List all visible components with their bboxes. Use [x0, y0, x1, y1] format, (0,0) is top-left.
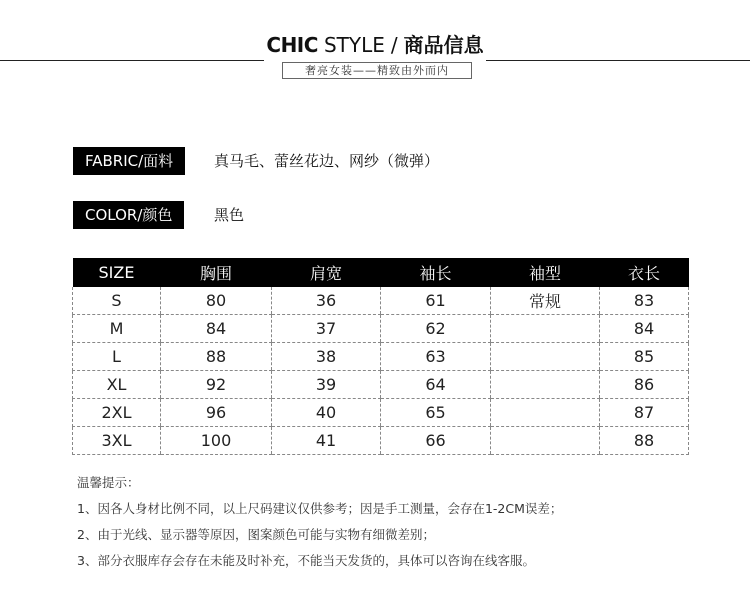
title-separator: / — [390, 33, 398, 57]
size-table-header — [73, 258, 689, 287]
table-cell: 88 — [600, 427, 689, 455]
color-value: 黑色 — [214, 206, 245, 224]
table-cell: 96 — [161, 399, 272, 427]
table-cell — [491, 399, 600, 427]
fabric-value: 真马毛、蕾丝花边、网纱（微弹） — [214, 152, 440, 170]
header-cell: SIZE — [73, 258, 161, 287]
notes-title: 温馨提示： — [77, 475, 140, 490]
table-cell: 63 — [381, 343, 491, 371]
table-cell: 3XL — [73, 427, 161, 455]
table-cell — [491, 427, 600, 455]
table-cell: 85 — [600, 343, 689, 371]
note-item: 2、由于光线、显示器等原因，图案颜色可能与实物有细微差别； — [77, 527, 435, 542]
table-row — [73, 399, 689, 427]
table-cell — [491, 343, 600, 371]
header-cell: 袖型 — [491, 258, 600, 287]
table-cell: XL — [73, 371, 161, 399]
brand-light: STYLE — [323, 33, 385, 57]
table-cell: 80 — [161, 287, 272, 315]
page-title — [0, 32, 750, 58]
table-cell: M — [73, 315, 161, 343]
table-cell: 88 — [161, 343, 272, 371]
note-item: 1、因各人身材比例不同，以上尺码建议仅供参考；因是手工测量，会存在1-2CM误差； — [77, 501, 563, 516]
header-cell: 肩宽 — [272, 258, 381, 287]
table-cell: L — [73, 343, 161, 371]
note-item: 3、部分衣服库存会存在未能及时补充，不能当天发货的，具体可以咨询在线客服。 — [77, 553, 535, 568]
header-cell: 袖长 — [381, 258, 491, 287]
table-cell: 100 — [161, 427, 272, 455]
title-cn: 商品信息 — [403, 33, 484, 57]
header-cell: 胸围 — [161, 258, 272, 287]
table-cell: 84 — [600, 315, 689, 343]
fabric-label: FABRIC/面料 — [73, 147, 185, 175]
header-cell: 衣长 — [600, 258, 689, 287]
table-cell: 36 — [272, 287, 381, 315]
header-rule-left — [0, 60, 264, 61]
table-cell: 40 — [272, 399, 381, 427]
color-label: COLOR/颜色 — [73, 201, 184, 229]
table-cell: 2XL — [73, 399, 161, 427]
table-cell: 39 — [272, 371, 381, 399]
table-row — [73, 427, 689, 455]
subtitle: 奢亮女装——精致由外而内 — [282, 62, 472, 79]
table-cell: 83 — [600, 287, 689, 315]
table-cell: 61 — [381, 287, 491, 315]
table-cell: 38 — [272, 343, 381, 371]
table-cell: 64 — [381, 371, 491, 399]
table-cell: 87 — [600, 399, 689, 427]
table-row — [73, 371, 689, 399]
table-cell: 84 — [161, 315, 272, 343]
table-cell: 37 — [272, 315, 381, 343]
table-cell: S — [73, 287, 161, 315]
table-cell: 66 — [381, 427, 491, 455]
table-row — [73, 287, 689, 315]
table-cell — [491, 371, 600, 399]
table-row — [73, 315, 689, 343]
notes-section — [77, 470, 562, 574]
table-cell — [491, 315, 600, 343]
header-rule-right — [486, 60, 750, 61]
table-cell: 41 — [272, 427, 381, 455]
brand-bold: CHIC — [266, 33, 318, 57]
table-cell: 86 — [600, 371, 689, 399]
table-cell: 常规 — [491, 287, 600, 315]
table-cell: 62 — [381, 315, 491, 343]
table-cell: 92 — [161, 371, 272, 399]
table-cell: 65 — [381, 399, 491, 427]
table-row — [73, 343, 689, 371]
size-table — [72, 258, 689, 455]
